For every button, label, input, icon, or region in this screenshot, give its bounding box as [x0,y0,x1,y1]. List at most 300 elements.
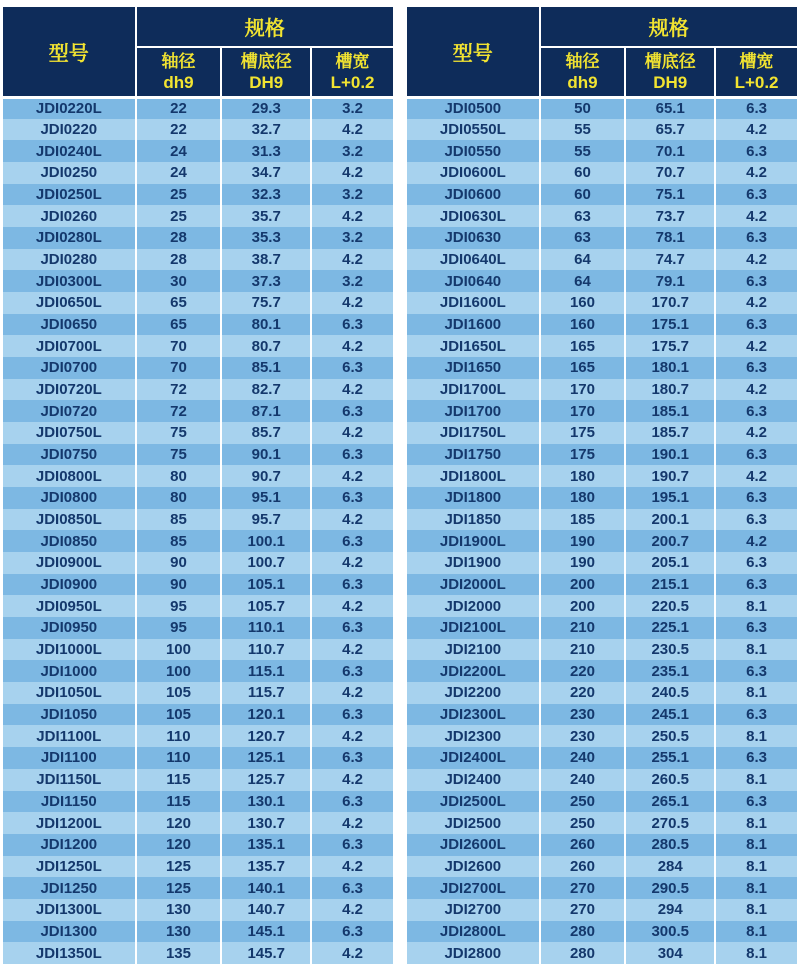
table-row [407,574,797,596]
shaft-diameter-cell: 63 [540,205,626,227]
model-cell: JDI0550 [407,140,540,162]
table-row [3,162,393,184]
groove-width-cell: 4.2 [311,422,393,444]
shaft-diameter-cell: 175 [540,444,626,466]
shaft-diameter-cell: 250 [540,812,626,834]
groove-width-cell: 8.1 [715,769,797,791]
groove-width-cell: 6.3 [311,400,393,422]
groove-width-label-cn: 槽宽 [739,51,774,71]
groove-width-cell: 3.2 [311,140,393,162]
model-cell: JDI0640 [407,270,540,292]
groove-bottom-diameter-cell: 185.1 [625,400,715,422]
table-row [407,487,797,509]
groove-bottom-diameter-cell: 240.5 [625,682,715,704]
model-cell: JDI1250 [3,877,136,899]
groove-bottom-diameter-cell: 170.7 [625,292,715,314]
model-cell: JDI0720L [3,379,136,401]
table-row [407,704,797,726]
groove-width-cell: 6.3 [311,921,393,943]
model-cell: JDI0250 [3,162,136,184]
shaft-diameter-header [540,47,626,97]
table-row [3,379,393,401]
table-row [3,119,393,141]
model-cell: JDI1000 [3,660,136,682]
model-cell: JDI0900L [3,552,136,574]
groove-width-cell: 6.3 [715,270,797,292]
groove-bottom-diameter-cell: 190.7 [625,465,715,487]
table-row [3,487,393,509]
table-row [407,639,797,661]
table-row [407,119,797,141]
table-row [407,877,797,899]
shaft-diameter-cell: 80 [136,465,222,487]
table-row [3,812,393,834]
table-row [407,747,797,769]
groove-width-cell: 8.1 [715,725,797,747]
groove-bottom-diameter-cell: 175.1 [625,314,715,336]
table-row [407,942,797,964]
groove-width-cell: 4.2 [311,335,393,357]
model-cell: JDI1900L [407,530,540,552]
groove-width-cell: 4.2 [311,899,393,921]
groove-width-cell: 8.1 [715,812,797,834]
table-row [407,921,797,943]
model-cell: JDI0280 [3,249,136,271]
groove-width-cell: 4.2 [311,292,393,314]
shaft-diameter-label-symbol: dh9 [163,72,194,92]
shaft-diameter-cell: 130 [136,921,222,943]
table-row [407,791,797,813]
shaft-diameter-cell: 180 [540,465,626,487]
table-row [407,660,797,682]
shaft-diameter-label-symbol: dh9 [567,72,598,92]
groove-bottom-label-symbol: DH9 [653,72,688,92]
model-cell: JDI0850L [3,509,136,531]
groove-width-cell: 8.1 [715,942,797,964]
model-cell: JDI1750 [407,444,540,466]
table-row [3,834,393,856]
groove-bottom-diameter-cell: 175.7 [625,335,715,357]
model-cell: JDI1900 [407,552,540,574]
model-cell: JDI0700L [3,335,136,357]
groove-bottom-diameter-cell: 280.5 [625,834,715,856]
groove-bottom-diameter-cell: 85.7 [221,422,311,444]
groove-bottom-diameter-cell: 34.7 [221,162,311,184]
groove-bottom-diameter-cell: 235.1 [625,660,715,682]
groove-width-cell: 6.3 [311,357,393,379]
groove-width-cell: 6.3 [311,574,393,596]
model-cell: JDI0750 [3,444,136,466]
model-cell: JDI0300L [3,270,136,292]
groove-width-cell: 4.2 [311,856,393,878]
table-row [407,856,797,878]
shaft-diameter-cell: 24 [136,162,222,184]
shaft-diameter-cell: 210 [540,639,626,661]
table-row [407,595,797,617]
groove-width-cell: 4.2 [715,335,797,357]
groove-width-cell: 4.2 [311,639,393,661]
shaft-diameter-cell: 65 [136,292,222,314]
groove-width-cell: 4.2 [715,530,797,552]
groove-width-cell: 4.2 [311,379,393,401]
groove-bottom-diameter-cell: 140.1 [221,877,311,899]
shaft-diameter-cell: 60 [540,162,626,184]
table-row [407,899,797,921]
shaft-diameter-cell: 100 [136,660,222,682]
table-row [3,422,393,444]
model-cell: JDI2300 [407,725,540,747]
table-row [3,140,393,162]
groove-bottom-diameter-cell: 65.1 [625,97,715,119]
model-cell: JDI0240L [3,140,136,162]
model-cell: JDI2600L [407,834,540,856]
table-row [3,877,393,899]
model-cell: JDI1100 [3,747,136,769]
groove-width-cell: 6.3 [715,660,797,682]
groove-width-cell: 6.3 [715,574,797,596]
model-cell: JDI0900 [3,574,136,596]
groove-bottom-diameter-cell: 300.5 [625,921,715,943]
groove-bottom-diameter-cell: 250.5 [625,725,715,747]
groove-width-cell: 8.1 [715,856,797,878]
groove-bottom-diameter-cell: 110.1 [221,617,311,639]
model-cell: JDI0600L [407,162,540,184]
groove-width-cell: 6.3 [311,704,393,726]
groove-bottom-diameter-cell: 78.1 [625,227,715,249]
shaft-diameter-cell: 240 [540,769,626,791]
model-cell: JDI1700 [407,400,540,422]
groove-width-cell: 3.2 [311,184,393,206]
groove-bottom-diameter-cell: 82.7 [221,379,311,401]
model-cell: JDI1300 [3,921,136,943]
table-row [3,660,393,682]
groove-bottom-diameter-header [221,47,311,97]
groove-bottom-diameter-cell: 180.1 [625,357,715,379]
spec-group-header: 规格 [540,7,797,47]
groove-bottom-diameter-cell: 31.3 [221,140,311,162]
table-row [407,357,797,379]
groove-width-cell: 6.3 [715,704,797,726]
table-row [407,725,797,747]
table-row [407,249,797,271]
table-row [3,444,393,466]
model-cell: JDI1050L [3,682,136,704]
table-row [407,97,797,119]
groove-bottom-diameter-cell: 70.7 [625,162,715,184]
table-row [3,249,393,271]
shaft-diameter-cell: 30 [136,270,222,292]
shaft-diameter-cell: 130 [136,899,222,921]
groove-width-cell: 4.2 [311,595,393,617]
table-row [3,552,393,574]
groove-width-cell: 4.2 [715,119,797,141]
shaft-diameter-cell: 280 [540,942,626,964]
model-cell: JDI0800 [3,487,136,509]
shaft-diameter-cell: 170 [540,400,626,422]
model-cell: JDI1150 [3,791,136,813]
table-row [407,162,797,184]
model-cell: JDI0950 [3,617,136,639]
groove-width-header [715,47,797,97]
groove-width-cell: 6.3 [311,877,393,899]
groove-bottom-diameter-cell: 255.1 [625,747,715,769]
table-row [407,769,797,791]
model-cell: JDI1150L [3,769,136,791]
groove-bottom-diameter-cell: 35.7 [221,205,311,227]
groove-width-label-symbol: L+0.2 [734,72,779,92]
groove-bottom-diameter-cell: 105.7 [221,595,311,617]
groove-width-cell: 8.1 [715,682,797,704]
groove-width-cell: 6.3 [311,444,393,466]
groove-bottom-diameter-cell: 260.5 [625,769,715,791]
groove-width-label-cn: 槽宽 [335,51,370,71]
table-row [407,530,797,552]
table-row [3,227,393,249]
shaft-diameter-cell: 220 [540,682,626,704]
shaft-diameter-cell: 175 [540,422,626,444]
shaft-diameter-cell: 55 [540,140,626,162]
model-cell: JDI0630L [407,205,540,227]
shaft-diameter-cell: 80 [136,487,222,509]
groove-bottom-diameter-cell: 215.1 [625,574,715,596]
groove-bottom-diameter-cell: 304 [625,942,715,964]
groove-bottom-diameter-cell: 290.5 [625,877,715,899]
shaft-diameter-cell: 240 [540,747,626,769]
shaft-diameter-cell: 60 [540,184,626,206]
groove-bottom-diameter-cell: 115.7 [221,682,311,704]
groove-bottom-diameter-cell: 110.7 [221,639,311,661]
table-row [3,639,393,661]
model-cell: JDI0850 [3,530,136,552]
groove-bottom-diameter-cell: 145.1 [221,921,311,943]
shaft-diameter-cell: 63 [540,227,626,249]
shaft-diameter-cell: 230 [540,704,626,726]
shaft-diameter-label-cn: 轴径 [161,51,196,71]
table-row [3,335,393,357]
table-row [407,205,797,227]
groove-width-cell: 6.3 [311,487,393,509]
shaft-diameter-cell: 250 [540,791,626,813]
groove-bottom-diameter-cell: 145.7 [221,942,311,964]
shaft-diameter-cell: 105 [136,704,222,726]
groove-bottom-diameter-cell: 120.1 [221,704,311,726]
groove-bottom-diameter-cell: 35.3 [221,227,311,249]
model-cell: JDI1300L [3,899,136,921]
table-row [3,682,393,704]
shaft-diameter-cell: 90 [136,574,222,596]
model-cell: JDI1200 [3,834,136,856]
groove-bottom-diameter-cell: 65.7 [625,119,715,141]
groove-width-cell: 6.3 [715,509,797,531]
shaft-diameter-cell: 120 [136,812,222,834]
model-cell: JDI0640L [407,249,540,271]
table-row [3,314,393,336]
shaft-diameter-cell: 55 [540,119,626,141]
model-cell: JDI2800L [407,921,540,943]
table-row [407,509,797,531]
table-row [407,444,797,466]
model-cell: JDI1650 [407,357,540,379]
groove-width-cell: 6.3 [715,97,797,119]
shaft-diameter-cell: 85 [136,530,222,552]
model-cell: JDI1850 [407,509,540,531]
groove-bottom-diameter-cell: 130.1 [221,791,311,813]
groove-bottom-diameter-cell: 135.7 [221,856,311,878]
model-cell: JDI0280L [3,227,136,249]
model-cell: JDI2400 [407,769,540,791]
groove-width-cell: 6.3 [715,552,797,574]
shaft-diameter-cell: 125 [136,877,222,899]
groove-bottom-diameter-cell: 95.1 [221,487,311,509]
shaft-diameter-cell: 70 [136,357,222,379]
table-row [3,921,393,943]
model-cell: JDI2100L [407,617,540,639]
groove-bottom-diameter-cell: 130.7 [221,812,311,834]
table-row [3,292,393,314]
model-cell: JDI0750L [3,422,136,444]
groove-bottom-diameter-cell: 125.7 [221,769,311,791]
table-row [3,184,393,206]
model-cell: JDI1700L [407,379,540,401]
groove-width-cell: 4.2 [311,725,393,747]
shaft-diameter-cell: 220 [540,660,626,682]
groove-bottom-diameter-cell: 80.1 [221,314,311,336]
shaft-diameter-cell: 28 [136,249,222,271]
table-row [407,227,797,249]
model-cell: JDI0720 [3,400,136,422]
model-cell: JDI2500 [407,812,540,834]
shaft-diameter-cell: 135 [136,942,222,964]
model-cell: JDI0650 [3,314,136,336]
table-row [407,834,797,856]
groove-width-cell: 6.3 [715,140,797,162]
groove-bottom-diameter-cell: 105.1 [221,574,311,596]
groove-width-cell: 4.2 [311,682,393,704]
groove-bottom-diameter-cell: 29.3 [221,97,311,119]
model-cell: JDI2400L [407,747,540,769]
groove-width-cell: 3.2 [311,227,393,249]
groove-width-cell: 4.2 [311,162,393,184]
groove-bottom-diameter-cell: 73.7 [625,205,715,227]
shaft-diameter-cell: 50 [540,97,626,119]
table-row [3,617,393,639]
model-cell: JDI1250L [3,856,136,878]
groove-width-cell: 4.2 [311,509,393,531]
shaft-diameter-cell: 185 [540,509,626,531]
model-cell: JDI1350L [3,942,136,964]
groove-bottom-diameter-cell: 79.1 [625,270,715,292]
table-header [3,7,393,97]
table-row [3,97,393,119]
shaft-diameter-cell: 72 [136,379,222,401]
groove-bottom-diameter-cell: 70.1 [625,140,715,162]
groove-bottom-diameter-cell: 284 [625,856,715,878]
table-row [407,422,797,444]
table-row [3,791,393,813]
groove-bottom-diameter-cell: 220.5 [625,595,715,617]
groove-width-cell: 8.1 [715,877,797,899]
table-body-left [3,97,393,964]
shaft-diameter-cell: 25 [136,205,222,227]
model-cell: JDI2000L [407,574,540,596]
model-cell: JDI2500L [407,791,540,813]
groove-bottom-diameter-cell: 90.1 [221,444,311,466]
table-row [3,747,393,769]
shaft-diameter-cell: 190 [540,552,626,574]
shaft-diameter-header [136,47,222,97]
groove-width-label-symbol: L+0.2 [330,72,375,92]
shaft-diameter-cell: 28 [136,227,222,249]
model-cell: JDI0250L [3,184,136,206]
shaft-diameter-cell: 22 [136,97,222,119]
groove-width-cell: 4.2 [715,465,797,487]
spec-table-left [3,7,393,964]
shaft-diameter-cell: 90 [136,552,222,574]
table-row [407,617,797,639]
shaft-diameter-cell: 165 [540,335,626,357]
table-row [3,357,393,379]
shaft-diameter-cell: 120 [136,834,222,856]
table-row [3,725,393,747]
groove-width-cell: 4.2 [311,812,393,834]
groove-bottom-label-cn: 槽底径 [644,51,696,71]
groove-bottom-diameter-cell: 294 [625,899,715,921]
model-cell: JDI1050 [3,704,136,726]
groove-bottom-diameter-cell: 125.1 [221,747,311,769]
groove-width-cell: 8.1 [715,899,797,921]
groove-width-cell: 6.3 [715,314,797,336]
model-cell: JDI2300L [407,704,540,726]
table-row [3,574,393,596]
table-row [407,314,797,336]
model-cell: JDI1000L [3,639,136,661]
model-cell: JDI1800L [407,465,540,487]
model-cell: JDI0260 [3,205,136,227]
groove-width-cell: 4.2 [715,422,797,444]
shaft-diameter-cell: 85 [136,509,222,531]
groove-bottom-diameter-cell: 75.7 [221,292,311,314]
model-cell: JDI1200L [3,812,136,834]
model-cell: JDI0220L [3,97,136,119]
table-row [3,856,393,878]
groove-bottom-diameter-cell: 75.1 [625,184,715,206]
groove-width-cell: 6.3 [311,747,393,769]
shaft-diameter-cell: 200 [540,574,626,596]
groove-width-cell: 4.2 [715,205,797,227]
shaft-diameter-cell: 165 [540,357,626,379]
spec-table-right [407,7,797,964]
groove-width-cell: 6.3 [715,747,797,769]
groove-bottom-diameter-cell: 74.7 [625,249,715,271]
shaft-diameter-cell: 115 [136,791,222,813]
groove-bottom-diameter-cell: 85.1 [221,357,311,379]
groove-bottom-diameter-cell: 80.7 [221,335,311,357]
model-cell: JDI2700L [407,877,540,899]
groove-bottom-diameter-cell: 200.1 [625,509,715,531]
table-row [407,379,797,401]
shaft-diameter-cell: 280 [540,921,626,943]
groove-width-cell: 6.3 [311,530,393,552]
spec-group-header: 规格 [136,7,393,47]
groove-bottom-diameter-cell: 32.7 [221,119,311,141]
groove-bottom-diameter-cell: 200.7 [625,530,715,552]
shaft-diameter-cell: 260 [540,834,626,856]
groove-bottom-diameter-cell: 100.7 [221,552,311,574]
groove-bottom-diameter-cell: 245.1 [625,704,715,726]
model-cell: JDI0950L [3,595,136,617]
groove-width-cell: 6.3 [311,791,393,813]
model-cell: JDI2700 [407,899,540,921]
